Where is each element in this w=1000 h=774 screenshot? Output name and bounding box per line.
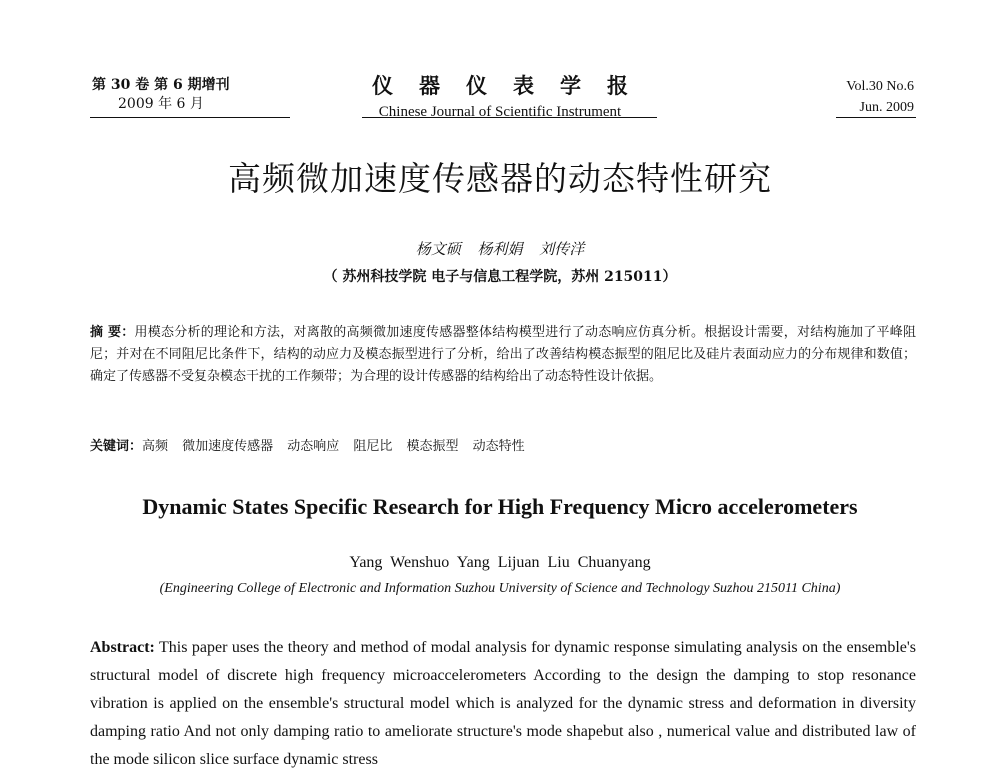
- journal-name-en: Chinese Journal of Scientific Instrument: [378, 104, 622, 120]
- keywords-cn: [90, 436, 916, 458]
- abstract-cn: [90, 322, 916, 388]
- affiliation-en: (Engineering College of Electronic and Information Suzhou University of Science and Technology Suzhou 215011 China): [159, 581, 841, 596]
- paper-title-cn: 高频微加速度传感器的动态特性研究: [228, 159, 772, 198]
- journal-volume-en: [846, 76, 914, 118]
- abstract-en-text: This paper uses the theory and method of modal analysis for dynamic response simulating analysis on the ensemble's structural model of discrete high frequency microaccelerometers According to the design the damping to stop resonance vibration is applied on the ensemble's structural model which is analyzed for the dynamic stress and deformation in diversity damping ratio And not only damping ratio to ameliorate structure's mode shapebut also , numerical value and distributed law of the mode silicon slice surface dynamic stress: [90, 639, 917, 768]
- date-cn: 2009 年 6 月: [118, 96, 204, 112]
- abstract-cn-label: 摘 要：: [90, 325, 135, 340]
- volume-cn: 第 30 卷 第 6 期增刊: [92, 77, 230, 93]
- authors-en: Yang Wenshuo Yang Lijuan Liu Chuanyang: [349, 554, 651, 571]
- keywords-cn-label: 关键词：: [90, 439, 143, 454]
- journal-name-cn: 仪器仪表学报: [372, 73, 654, 98]
- abstract-en: [90, 634, 916, 774]
- date-en: Jun. 2009: [859, 100, 914, 115]
- authors-cn: 杨文硕 杨利娟 刘传洋: [415, 240, 585, 258]
- journal-issue-info: [92, 76, 230, 114]
- header-rule-center: [362, 117, 657, 118]
- volume-en: Vol.30 No.6: [846, 79, 914, 94]
- header-rule-left: [90, 117, 290, 118]
- abstract-en-label: Abstract:: [90, 639, 155, 656]
- keywords-cn-text: 高频 微加速度传感器 动态响应 阻尼比 模态振型 动态特性: [142, 439, 525, 454]
- header-rule-right: [836, 117, 916, 118]
- abstract-cn-text: 用模态分析的理论和方法，对离散的高频微加速度传感器整体结构模型进行了动态响应仿真分析。根据设计需要，对结构施加了平峰阻尼；并对在不同阻尼比条件下，结构的动应力及模态振型进行了分析，给出了改善结构模态振型的阻尼比及硅片表面动应力的分布规律和数值；确定了传感器不受复杂模态干扰的工作频带；为合理的设计传感器的结构给出了动态特性设计依据。: [90, 325, 916, 384]
- paper-title-en: Dynamic States Specific Research for High Frequency Micro accelerometers: [142, 494, 858, 519]
- journal-name: [340, 70, 660, 121]
- affiliation-cn: （ 苏州科技学院 电子与信息工程学院，苏州 215011）: [323, 269, 677, 285]
